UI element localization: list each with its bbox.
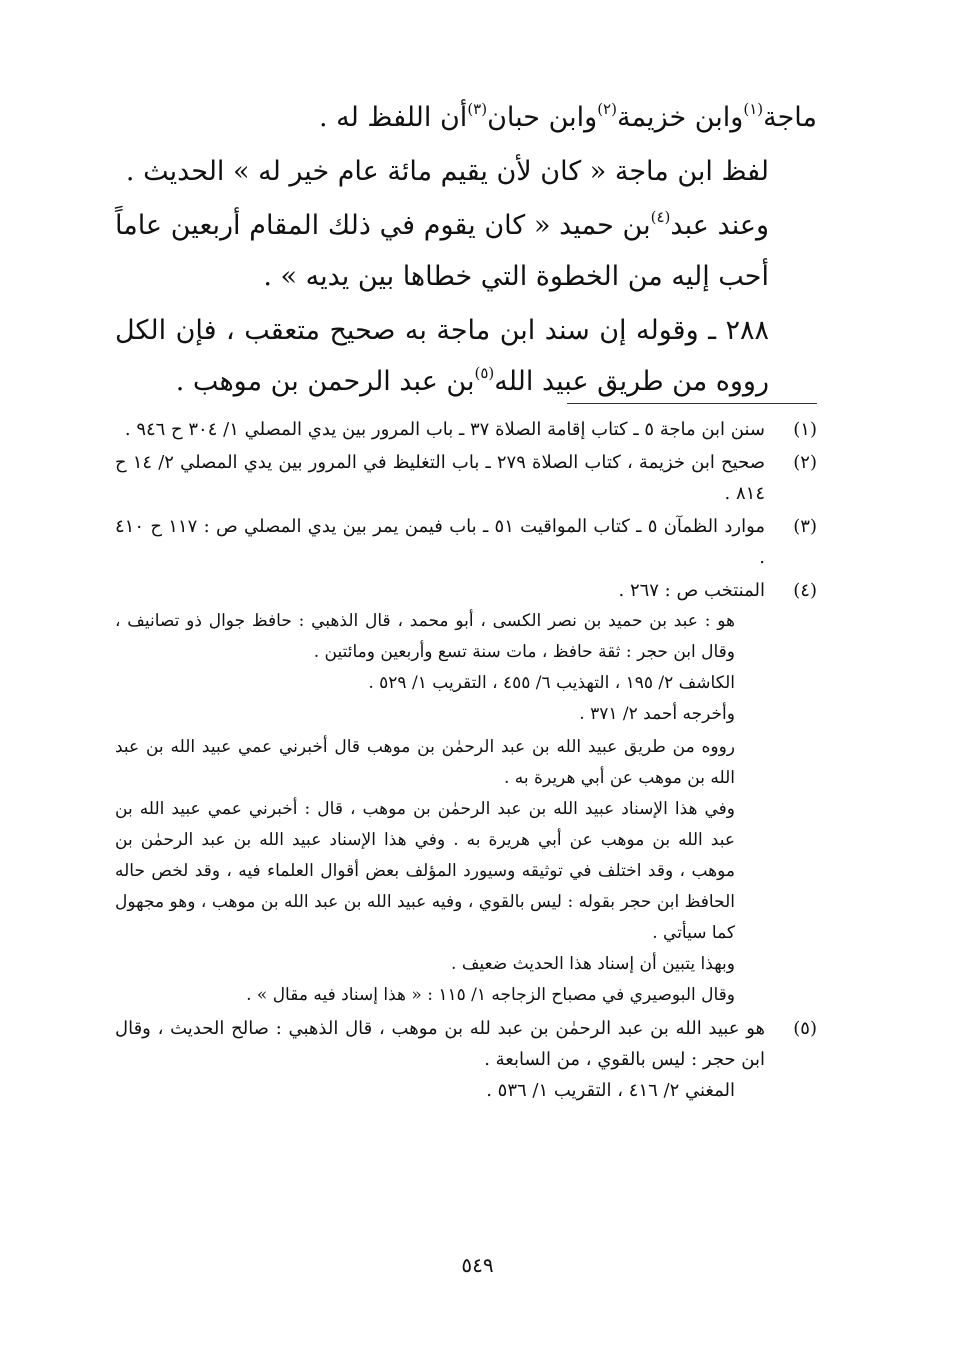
footnote-number: (١) bbox=[793, 419, 817, 440]
text-run: ماجة bbox=[763, 102, 817, 133]
footnote-ref-5: (٥) bbox=[474, 364, 495, 382]
footnote-number: (٢) bbox=[793, 452, 817, 473]
text-run: أن اللفظ له . bbox=[318, 102, 468, 133]
footnote-5 bbox=[115, 1013, 817, 1106]
footnote-number-blank bbox=[765, 732, 817, 1011]
main-paragraph-2: لفظ ابن ماجة « كان لأن يقيم مائة عام خير له » الحديث . bbox=[125, 156, 769, 187]
text-run: ٢٨٨ ـ وقوله إن سند ابن ماجة به صحيح متعقب ، فإن الكل رووه من طريق عبيد الله bbox=[115, 315, 769, 397]
main-text bbox=[115, 92, 817, 407]
footnote-3 bbox=[115, 511, 817, 573]
footnote-text: المغني ٢/ ٤١٦ ، التقريب ١/ ٥٣٦ . bbox=[486, 1080, 735, 1101]
footnote-number: (٣) bbox=[793, 516, 817, 537]
footnote-text: وفي هذا الإسناد عبيد الله بن عبد الرحمٰن بن موهب ، قال : أخبرني عمي عبيد الله بن عبد الله بن موهب عن أبي هريرة به . وفي هذا الإسناد عبيد الله بن عبد الرحمٰن بن موهب ، وقد اختلف في توثيقه وسيورد المؤلف بعض أقوال العلماء فيه ، وقد لخص حاله الحافظ ابن حجر بقوله : ليس بالقوي ، وفيه عبيد الله بن عبد الله بن موهب ، وهو مجهول كما سيأتي . bbox=[115, 799, 735, 943]
page-number: ٥٤٩ bbox=[461, 1253, 494, 1277]
footnote-4 bbox=[115, 575, 817, 730]
footnote-4-continued bbox=[115, 732, 817, 1011]
footnote-2 bbox=[115, 447, 817, 509]
footnote-text: سنن ابن ماجة ٥ ـ كتاب إقامة الصلاة ٣٧ ـ باب المرور بين يدي المصلي ١/ ٣٠٤ ح ٩٤٦ . bbox=[124, 419, 765, 440]
footnote-text: هو عبيد الله بن عبد الرحمٰن بن عبد لله بن موهب ، قال الذهبي : صالح الحديث ، وقال ابن حجر : ليس بالقوي ، من السابعة . bbox=[115, 1018, 765, 1070]
text-run: وعند عبد bbox=[670, 210, 770, 241]
footnote-number: (٥) bbox=[793, 1018, 817, 1039]
footnote-text: وقال البوصيري في مصباح الزجاجه ١/ ١١٥ : « هذا إسناد فيه مقال » . bbox=[246, 985, 735, 1005]
footnote-text: الكاشف ٢/ ١٩٥ ، التهذيب ٦/ ٤٥٥ ، التقريب ١/ ٥٢٩ . bbox=[368, 673, 735, 693]
footnote-text: هو : عبد بن حميد بن نصر الكسى ، أبو محمد ، قال الذهبي : حافظ جوال ذو تصانيف ، وقال ابن حجر : ثقة حافظ ، مات سنة تسع وأربعين ومائتين . bbox=[115, 611, 735, 662]
text-run: بن عبد الرحمن بن موهب . bbox=[175, 366, 475, 397]
text-run: وابن خزيمة bbox=[616, 102, 744, 133]
text-run: بن حميد « كان يقوم في ذلك المقام أربعين عاماً أحب إليه من الخطوة التي خطاها بين يديه » . bbox=[115, 210, 769, 292]
footnote-ref-2: (٢) bbox=[597, 100, 617, 118]
footnote-ref-4: (٤) bbox=[650, 208, 671, 226]
footnote-text: وأخرجه أحمد ٢/ ٣٧١ . bbox=[579, 704, 735, 724]
main-paragraph-3 bbox=[115, 200, 817, 302]
main-paragraph-1 bbox=[115, 92, 817, 143]
footnote-text: صحيح ابن خزيمة ، كتاب الصلاة ٢٧٩ ـ باب التغليظ في المرور بين يدي المصلي ٢/ ١٤ ح ٨١٤ . bbox=[115, 452, 765, 504]
footnote-ref-3: (٣) bbox=[467, 100, 488, 118]
footnote-text: موارد الظمآن ٥ ـ كتاب المواقيت ٥١ ـ باب فيمن يمر بين يدي المصلي ص : ١١٧ ح ٤١٠ . bbox=[115, 516, 766, 568]
footnote-separator bbox=[567, 403, 817, 404]
footnote-1 bbox=[115, 414, 817, 445]
text-run: وابن حبان bbox=[487, 102, 598, 133]
footnote-number: (٤) bbox=[793, 580, 817, 601]
footnote-text: وبهذا يتبين أن إسناد هذا الحديث ضعيف . bbox=[451, 954, 735, 974]
footnote-text: المنتخب ص : ٢٦٧ . bbox=[618, 580, 765, 601]
footnote-text: رووه من طريق عبيد الله بن عبد الرحمٰن بن موهب قال أخبرني عمي عبيد الله بن عبد الله بن موهب عن أبي هريرة به . bbox=[115, 737, 735, 788]
footnotes bbox=[115, 414, 817, 1108]
main-paragraph-4 bbox=[115, 305, 817, 407]
footnote-ref-1: (١) bbox=[743, 100, 764, 118]
